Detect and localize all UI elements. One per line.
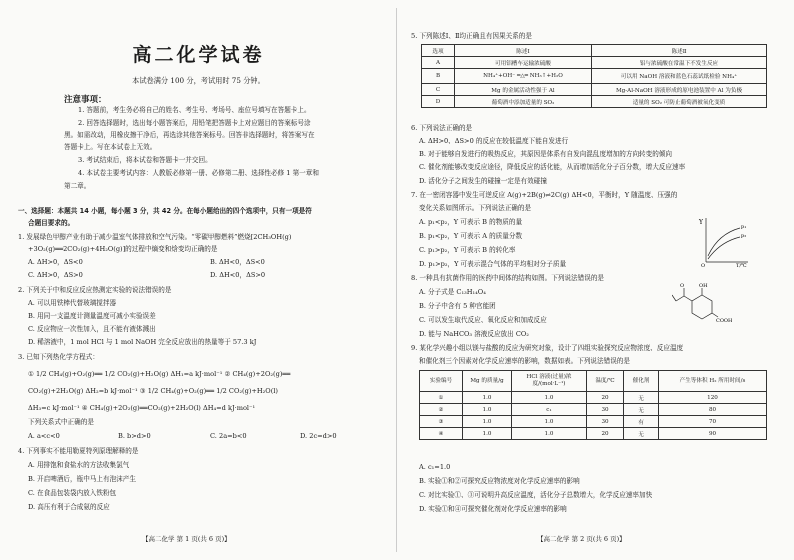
notice-title: 注意事项： (64, 95, 107, 105)
q7-option-d: D. p₁>p₂，Y 可表示混合气体的平均相对分子质量 (419, 260, 567, 268)
table-cell: 20 (587, 392, 624, 404)
exam-subinfo: 本试卷满分 100 分，考试用时 75 分钟。 (132, 76, 265, 85)
table-cell: B (422, 69, 455, 84)
q1-stem-cont: +3O₂(g)══2CO₂(g)+4H₂O(g)]的过程中熵变和焓变均正确的是 (28, 245, 218, 253)
section-heading-cont: 合题目要求的。 (28, 219, 75, 227)
table-row (420, 404, 767, 416)
table-cell: A (422, 57, 455, 69)
table-cell: 90 (659, 428, 767, 440)
notice-line: 2. 回答选择题时，选出每小题答案后，用铅笔把答题卡上对应题目的答案标号涂 (78, 119, 311, 127)
q8-option-d: D. 能与 NaHCO₃ 溶液反应放出 CO₂ (419, 330, 529, 338)
notice-line: 答题卡上。写在本试卷上无效。 (64, 143, 157, 151)
table-cell: 葡萄酒中添加适量的 SO₂ (455, 96, 592, 108)
q5-stem: 5. 下列陈述Ⅰ、Ⅱ均正确且有因果关系的是 (411, 32, 532, 40)
q4-option-c: C. 在食品包装袋内放入铁粉包 (28, 489, 117, 497)
table-cell: ③ (420, 416, 463, 428)
carboxyl-label: COOH (716, 318, 732, 323)
table-header-cell: 选项 (422, 45, 455, 57)
table-cell: 无 (624, 404, 659, 416)
notice-line: 黑。如需改动，用橡皮擦干净后，再选涂其他答案标号。回答非选择题时，将答案写在 (64, 131, 315, 139)
y-axis-label: Y (699, 219, 703, 226)
q8-option-b: B. 分子中含有 5 种官能团 (419, 302, 496, 310)
table-cell: 铝与浓硫酸在常温下不发生反应 (592, 57, 767, 69)
q1-option-a: A. ΔH>0，ΔS<0 (28, 258, 83, 266)
q7-option-b: B. p₁<p₂，Y 可表示 A 的质量分数 (419, 232, 523, 240)
table-cell: 1.0 (463, 416, 512, 428)
q2-option-c: C. 反应物应一次性加入，且不能有液体溅出 (28, 325, 156, 333)
table-cell: D (422, 96, 455, 108)
q2-option-b: B. 用同一支温度计测量温度可减小实验误差 (28, 312, 156, 320)
q6-option-c: C. 催化剂能够改变反应途径，降低反应的活化能，从而增加活化分子百分数，增大反应速率 (419, 163, 686, 171)
bond (672, 295, 676, 301)
table-header-cell: 产生等体积 H₂ 所用时间/s (659, 371, 767, 392)
table-cell: 1.0 (512, 416, 587, 428)
table-header-cell: 实验编号 (420, 371, 463, 392)
table-cell: 80 (659, 404, 767, 416)
q2-option-a: A. 可以用铁棒代替玻璃搅拌器 (28, 299, 117, 307)
table-row (422, 57, 767, 69)
table-cell: 1.0 (512, 392, 587, 404)
table-cell: 可用铝槽车运输浓硫酸 (455, 57, 592, 69)
table-cell: 可以用 NaOH 溶液和蓝色石蕊试纸检验 NH₄⁺ (592, 69, 767, 84)
q6-option-b: B. 对于能够自发进行的吸热反应，其原因是体系有自发向混乱度增加的方向转变的倾向 (419, 150, 673, 158)
benzene-ring (692, 295, 712, 319)
table-header-row (422, 45, 767, 57)
bond (712, 313, 718, 317)
table-cell: 1.0 (512, 428, 587, 440)
table-cell: 120 (659, 392, 767, 404)
q2-option-d: D. 稀溶液中，1 mol HCl 与 1 mol NaOH 完全反应放出的热量等于 57.3 kJ (28, 338, 257, 346)
q6-stem: 6. 下列说法正确的是 (411, 124, 473, 132)
oxygen-label: O (680, 283, 685, 289)
notice-line: 1. 答题前，考生务必将自己的姓名、考生号、考场号、座位号填写在答题卡上。 (78, 106, 311, 114)
exam-page-2 (397, 0, 794, 560)
q3-eq1: ① 1/2 CH₄(g)+O₂(g)══ 1/2 CO₂(g)+H₂O(g) ΔH₁=a kJ·mol⁻¹ ② CH₄(g)+2O₂(g)══ (28, 370, 291, 378)
table-row (420, 416, 767, 428)
table-cell: NH₄⁺+OH⁻ ═△═ NH₃↑+H₂O (455, 69, 592, 84)
table-row (422, 69, 767, 84)
table-cell: 30 (587, 404, 624, 416)
q1-option-d: D. ΔH<0，ΔS>0 (210, 271, 266, 279)
notice-line: 第二章。 (64, 182, 91, 190)
q3-eq3: ΔH₃=c kJ·mol⁻¹ ④ CH₄(g)+2O₂(g)══CO₂(g)+2H₂O(l) ΔH₄=d kJ·mol⁻¹ (28, 404, 256, 412)
table-cell: Mg 的金属活动性强于 Al (455, 84, 592, 96)
table-header-row (420, 371, 767, 392)
q3-option-b: B. b>d>0 (118, 432, 151, 440)
bond (676, 296, 684, 301)
q1-option-b: B. ΔH<0，ΔS<0 (210, 258, 265, 266)
table-row (422, 84, 767, 96)
table-header-cell: HCl 溶液(过量)浓度/(mol·L⁻¹) (512, 371, 587, 392)
table-cell: 30 (587, 416, 624, 428)
q6-option-a: A. ΔH>0、ΔS>0 的反应在较低温度下能自发进行 (419, 137, 569, 145)
table-cell: 有 (624, 416, 659, 428)
table-cell: ② (420, 404, 463, 416)
q9-option-a: A. c₁=1.0 (419, 463, 451, 471)
p1-label: p₁ (741, 224, 747, 230)
table-row (422, 96, 767, 108)
hydroxyl-label: OH (699, 283, 708, 289)
q8-stem: 8. 一种具有抗菌作用的医药中间体的结构如图。下列说法错误的是 (411, 274, 605, 282)
notice-line: 3. 考试结束后，将本试卷和答题卡一并交回。 (78, 156, 212, 164)
q3-eq2: CO₂(g)+2H₂O(g) ΔH₂=b kJ·mol⁻¹ ③ 1/2 CH₄(g)+O₂(g)══ 1/2 CO₂(g)+H₂O(l) (28, 387, 278, 395)
table-cell: C (422, 84, 455, 96)
q7-stem: 7. 在一密闭容器中发生可逆反应 A(g)+2B(g)⇌2C(g) ΔH<0，平衡时，Y 随温度、压强的 (411, 191, 678, 199)
table-header-cell: Mg 的质量/g (463, 371, 512, 392)
table-header-cell: 温度/℃ (587, 371, 624, 392)
q9-option-d: D. 实验①和④可探究催化剂对化学反应速率的影响 (419, 505, 567, 513)
table-header-cell: 陈述Ⅱ (592, 45, 767, 57)
table-cell: 1.0 (463, 392, 512, 404)
table-cell: c₁ (512, 404, 587, 416)
bond (684, 296, 692, 301)
table-cell: 适量的 SO₂ 可防止葡萄酒被氧化变质 (592, 96, 767, 108)
table-cell: 70 (659, 416, 767, 428)
table-header-cell: 陈述Ⅰ (455, 45, 592, 57)
page-footer: 【高二化学 第 1 页(共 6 页)】 (142, 535, 231, 543)
q9-option-c: C. 对比实验①、③可说明升高反应温度，活化分子总数增大，化学反应速率加快 (419, 491, 653, 499)
q4-option-b: B. 开启啤酒后，瓶中马上有泡沫产生 (28, 475, 136, 483)
q3-option-a: A. a<c<0 (28, 432, 60, 440)
p2-label: p₂ (741, 233, 747, 239)
q7-option-c: C. p₁>p₂，Y 可表示 B 的转化率 (419, 246, 516, 254)
q3-option-c: C. 2a=b<0 (210, 432, 247, 440)
curve-p1 (708, 228, 740, 256)
table-cell: 1.0 (463, 404, 512, 416)
q8-option-a: A. 分子式是 C₁₃H₁₄O₄ (419, 288, 486, 296)
q4-stem: 4. 下列事实不能用勒夏特列原理解释的是 (18, 447, 139, 455)
page-footer: 【高二化学 第 2 页(共 6 页)】 (537, 535, 626, 543)
origin-label: O (701, 263, 706, 268)
q8-structure (672, 283, 732, 323)
q5-table (421, 44, 767, 108)
table-header-cell: 催化剂 (624, 371, 659, 392)
table-cell: 无 (624, 428, 659, 440)
q3-prompt: 下列关系式中正确的是 (28, 418, 94, 426)
table-cell: ④ (420, 428, 463, 440)
table-cell: 1.0 (463, 428, 512, 440)
q8-option-c: C. 可以发生取代反应、氧化反应和加成反应 (419, 316, 547, 324)
q2-stem: 2. 下列关于中和反应反应热测定实验的说法错误的是 (18, 286, 172, 294)
table-row (420, 428, 767, 440)
notice-line: 4. 本试卷主要考试内容：人教版必修第一册、必修第二册、选择性必修 1 第一章和 (78, 169, 319, 177)
exam-title: 高二化学试卷 (132, 44, 265, 66)
q9-stem: 9. 某化学兴趣小组以镁与盐酸的反应为研究对象，设计了四组实验探究反应物浓度、反应温度 (411, 344, 684, 352)
q1-option-c: C. ΔH>0，ΔS>0 (28, 271, 83, 279)
q1-stem: 1. 发展绿色甲醇产业有助于减少温室气体排放和空气污染。“零碳甲醇燃料”燃烧[2CH₃OH(g) (18, 233, 292, 241)
q3-option-d: D. 2c=d>0 (300, 432, 337, 440)
q4-option-d: D. 高压有利于合成氨的反应 (28, 503, 110, 511)
q7-graph (698, 216, 750, 268)
q9-option-b: B. 实验①和②可探究反应物浓度对化学反应速率的影响 (419, 477, 580, 485)
table-cell: 无 (624, 392, 659, 404)
table-cell: Mg-Al-NaOH 溶液形成的原电池装置中 Al 为负极 (592, 84, 767, 96)
section-heading: 一、选择题：本题共 14 小题，每小题 3 分，共 42 分。在每小题给出的四个选项中，只有一项是符 (18, 207, 312, 215)
x-axis-label: T/℃ (736, 263, 747, 268)
q3-stem: 3. 已知下列热化学方程式： (18, 353, 99, 361)
table-cell: ① (420, 392, 463, 404)
table-cell: 20 (587, 428, 624, 440)
q4-option-a: A. 用排饱和食盐水的方法收集氯气 (28, 461, 130, 469)
q6-option-d: D. 活化分子之间发生的碰撞一定是有效碰撞 (419, 177, 547, 185)
table-row (420, 392, 767, 404)
q7-stem-cont: 变化关系如图所示。下列说法正确的是 (419, 204, 532, 212)
curve-p2 (708, 237, 740, 259)
q9-stem-cont: 和催化剂三个因素对化学反应速率的影响，数据如表。下列说法错误的是 (419, 357, 630, 365)
q9-table (419, 370, 767, 440)
q7-option-a: A. p₁<p₂，Y 可表示 B 的物质的量 (419, 218, 523, 226)
